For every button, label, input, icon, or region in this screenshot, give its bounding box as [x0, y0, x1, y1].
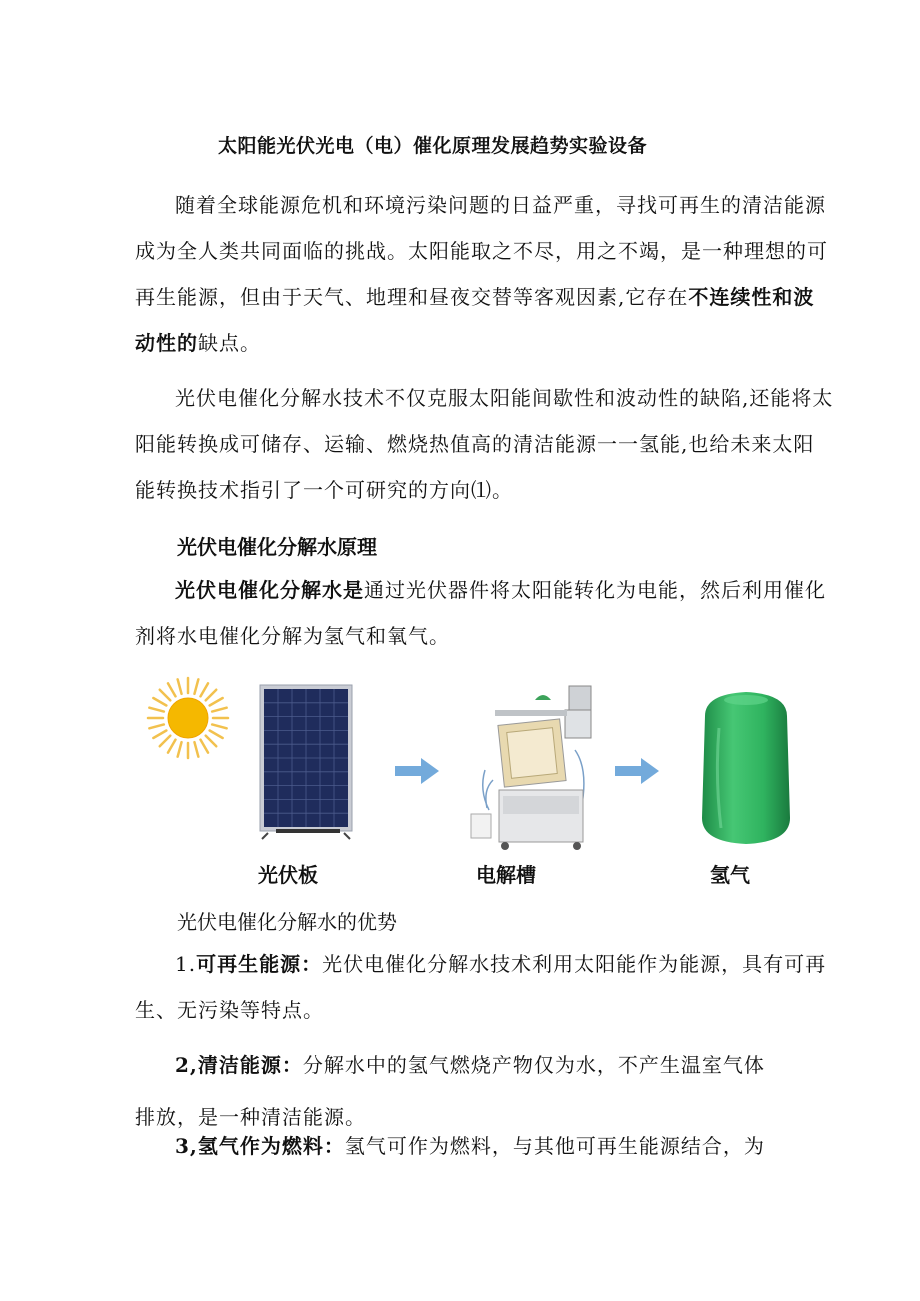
- sun-ray: [206, 690, 217, 701]
- arrow-icon: [613, 755, 661, 787]
- advantage-item-3: [175, 1130, 765, 1159]
- sun-ray: [210, 731, 223, 739]
- caption-electrolyzer: 电解槽: [476, 863, 536, 887]
- paragraph-intro: [135, 182, 835, 366]
- sun-ray: [212, 724, 226, 728]
- section-heading-advantages: 光伏电催化分解水的优势: [177, 910, 397, 934]
- item-number: 1.: [175, 952, 197, 976]
- advantage-item-2: [175, 1049, 765, 1078]
- arrow-icon: [393, 755, 441, 787]
- sun-ray: [201, 683, 209, 696]
- electrolyzer-image: [465, 680, 605, 855]
- item-text: 分解水中的氢气燃烧产物仅为水，不产生温室气体: [302, 1053, 765, 1077]
- sun-ray: [149, 708, 163, 712]
- principle-text: 通过光伏器件将太阳能转化为电能，然后利用催化剂将水电催化分解为氢气和氧气。: [135, 578, 826, 648]
- item-label: 可再生能源: [196, 952, 302, 976]
- sun-ray: [194, 679, 198, 693]
- section-heading-principle: 光伏电催化分解水原理: [177, 535, 377, 559]
- hydrogen-tank-image: [695, 688, 797, 846]
- item-label: 氢气作为燃料: [197, 1134, 324, 1158]
- advantage-item-2-continued: 排放，是一种清洁能源。: [135, 1105, 366, 1129]
- advantage-item-1: [135, 941, 835, 1033]
- sun-ray: [178, 742, 182, 756]
- caption-solar-panel: 光伏板: [258, 863, 318, 887]
- intro-text-end: 缺点。: [198, 331, 261, 355]
- principle-emphasis: 光伏电催化分解水是: [175, 578, 364, 602]
- sun-ray: [168, 683, 176, 696]
- item-separator: ：: [301, 952, 323, 976]
- caption-hydrogen: 氢气: [710, 863, 750, 887]
- item-number: 3,: [175, 1134, 198, 1158]
- sun-image: [145, 675, 231, 761]
- paragraph-technology: 光伏电催化分解水技术不仅克服太阳能间歇性和波动性的缺陷,还能将太阳能转换成可储存、运输、燃烧热值高的清洁能源一一氢能,也给未来太阳能转换技术指引了一个可研究的方向⑴。: [135, 386, 834, 502]
- sun-ray: [210, 698, 223, 706]
- document-title: 太阳能光伏光电（电）催化原理发展趋势实验设备: [218, 135, 648, 157]
- paragraph-principle: [135, 567, 835, 659]
- sun-ray: [160, 690, 171, 701]
- sun-ray: [149, 724, 163, 728]
- intro-text: 随着全球能源危机和环境污染问题的日益严重，寻找可再生的清洁能源成为全人类共同面临的挑战。太阳能取之不尽，用之不竭，是一种理想的可再生能源，但由于天气、地理和昼夜交替等客观因素,它存在: [135, 193, 828, 309]
- item-label: 清洁能源: [197, 1053, 282, 1077]
- sun-ray: [168, 740, 176, 753]
- sun-ray: [201, 740, 209, 753]
- item-separator: ：: [323, 1134, 345, 1158]
- item-text: 光伏电催化分解水技术利用太阳能作为能源，具有可再生、无污染等特点。: [135, 952, 827, 1022]
- sun-ray: [206, 736, 217, 747]
- solar-panel-image: [258, 683, 358, 841]
- item-separator: ：: [281, 1053, 303, 1077]
- sun-ray: [194, 742, 198, 756]
- sun-ray: [178, 679, 182, 693]
- sun-ray: [212, 708, 226, 712]
- sun-ray: [153, 731, 166, 739]
- sun-ray: [160, 736, 171, 747]
- item-number: 2,: [175, 1053, 198, 1077]
- intro-emphasis: 不连续性和波动性的: [135, 285, 815, 355]
- item-text: 氢气可作为燃料，与其他可再生能源结合，为: [344, 1134, 765, 1158]
- sun-ray: [153, 698, 166, 706]
